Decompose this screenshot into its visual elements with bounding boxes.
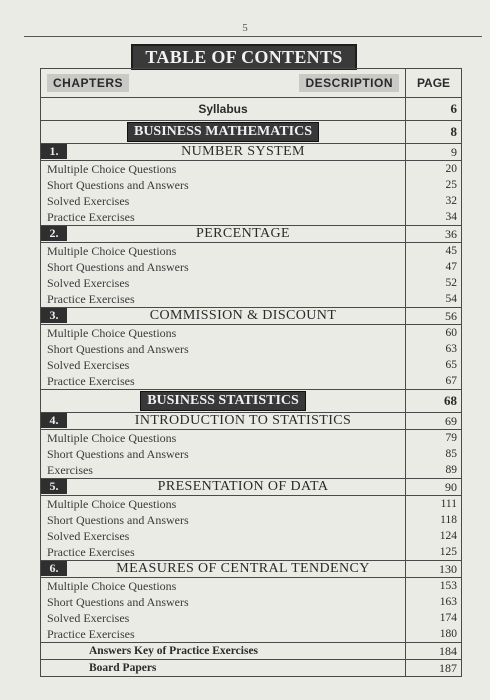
item-label: Solved Exercises (41, 275, 406, 291)
list-item (41, 209, 462, 226)
chapters-header: CHAPTERS (47, 74, 129, 92)
list-item (41, 610, 462, 626)
item-page: 153 (406, 578, 462, 595)
item-page: 180 (406, 626, 462, 643)
part-title: BUSINESS MATHEMATICS (127, 122, 319, 142)
item-page: 47 (406, 259, 462, 275)
list-item (41, 161, 462, 178)
list-item (41, 626, 462, 643)
page-header: PAGE (406, 69, 462, 98)
item-label: Multiple Choice Questions (41, 243, 406, 260)
item-page: 32 (406, 193, 462, 209)
chapter-page: 56 (406, 308, 462, 325)
item-page: 45 (406, 243, 462, 260)
list-item (41, 496, 462, 513)
chapter-title: NUMBER SYSTEM (181, 144, 305, 159)
chapter-number: 6. (41, 561, 67, 576)
chapter-number: 4. (41, 413, 67, 428)
page-title: TABLE OF CONTENTS (131, 44, 357, 70)
item-label: Multiple Choice Questions (41, 161, 406, 178)
chapter-page: 9 (406, 144, 462, 161)
item-page: 111 (406, 496, 462, 513)
chapter-number: 2. (41, 226, 67, 241)
list-item (41, 578, 462, 595)
chapter-row (41, 479, 462, 496)
list-item (41, 462, 462, 479)
item-label: Exercises (41, 462, 406, 479)
list-item (41, 544, 462, 561)
list-item (41, 341, 462, 357)
item-label: Short Questions and Answers (41, 177, 406, 193)
chapter-title: INTRODUCTION TO STATISTICS (134, 413, 352, 428)
list-item (41, 177, 462, 193)
list-item (41, 430, 462, 447)
item-label: Solved Exercises (41, 528, 406, 544)
list-item (41, 275, 462, 291)
item-label: Practice Exercises (41, 291, 406, 308)
item-page: 54 (406, 291, 462, 308)
list-item (41, 512, 462, 528)
item-label: Practice Exercises (41, 626, 406, 643)
appendix-label: Board Papers (41, 660, 406, 677)
item-page: 174 (406, 610, 462, 626)
item-page: 124 (406, 528, 462, 544)
item-label: Short Questions and Answers (41, 341, 406, 357)
chapter-row (41, 413, 462, 430)
list-item (41, 193, 462, 209)
item-label: Short Questions and Answers (41, 259, 406, 275)
item-label: Short Questions and Answers (41, 594, 406, 610)
item-page: 34 (406, 209, 462, 226)
chapter-title: PRESENTATION OF DATA (157, 479, 329, 494)
item-label: Solved Exercises (41, 193, 406, 209)
part-page: 68 (406, 390, 462, 413)
item-page: 25 (406, 177, 462, 193)
part-row (41, 390, 462, 413)
list-item (41, 291, 462, 308)
part-title: BUSINESS STATISTICS (140, 391, 306, 411)
list-item (41, 243, 462, 260)
part-row (41, 121, 462, 144)
appendix-row (41, 643, 462, 660)
list-item (41, 528, 462, 544)
item-page: 163 (406, 594, 462, 610)
chapter-title: MEASURES OF CENTRAL TENDENCY (116, 561, 370, 576)
item-label: Multiple Choice Questions (41, 325, 406, 342)
list-item (41, 373, 462, 390)
item-page: 63 (406, 341, 462, 357)
chapter-page: 130 (406, 561, 462, 578)
chapter-row (41, 561, 462, 578)
chapter-title: COMMISSION & DISCOUNT (149, 308, 337, 323)
page-number: 5 (242, 22, 248, 34)
syllabus-row (41, 98, 462, 121)
list-item (41, 325, 462, 342)
chapter-page: 90 (406, 479, 462, 496)
contents-table (40, 68, 462, 677)
item-page: 89 (406, 462, 462, 479)
header-rule (24, 36, 482, 37)
list-item (41, 357, 462, 373)
part-page: 8 (406, 121, 462, 144)
chapter-row (41, 226, 462, 243)
item-label: Practice Exercises (41, 209, 406, 226)
item-page: 125 (406, 544, 462, 561)
item-label: Short Questions and Answers (41, 446, 406, 462)
appendix-label: Answers Key of Practice Exercises (41, 643, 406, 660)
item-label: Multiple Choice Questions (41, 430, 406, 447)
chapter-row (41, 308, 462, 325)
item-page: 67 (406, 373, 462, 390)
chapter-row (41, 144, 462, 161)
item-label: Multiple Choice Questions (41, 496, 406, 513)
item-page: 118 (406, 512, 462, 528)
item-label: Practice Exercises (41, 373, 406, 390)
appendix-page: 184 (406, 643, 462, 660)
item-page: 20 (406, 161, 462, 178)
table-header-row (41, 69, 462, 98)
chapter-page: 69 (406, 413, 462, 430)
chapter-title: PERCENTAGE (196, 226, 290, 241)
appendix-row (41, 660, 462, 677)
item-page: 85 (406, 446, 462, 462)
item-page: 52 (406, 275, 462, 291)
item-label: Practice Exercises (41, 544, 406, 561)
appendix-page: 187 (406, 660, 462, 677)
syllabus-label: Syllabus (41, 98, 406, 121)
item-label: Solved Exercises (41, 357, 406, 373)
description-header: DESCRIPTION (299, 74, 399, 92)
chapter-number: 3. (41, 308, 67, 323)
list-item (41, 446, 462, 462)
list-item (41, 594, 462, 610)
chapter-number: 1. (41, 144, 67, 159)
list-item (41, 259, 462, 275)
chapter-number: 5. (41, 479, 67, 494)
item-label: Short Questions and Answers (41, 512, 406, 528)
item-page: 79 (406, 430, 462, 447)
item-label: Solved Exercises (41, 610, 406, 626)
syllabus-page: 6 (406, 98, 462, 121)
item-label: Multiple Choice Questions (41, 578, 406, 595)
item-page: 65 (406, 357, 462, 373)
item-page: 60 (406, 325, 462, 342)
chapter-page: 36 (406, 226, 462, 243)
